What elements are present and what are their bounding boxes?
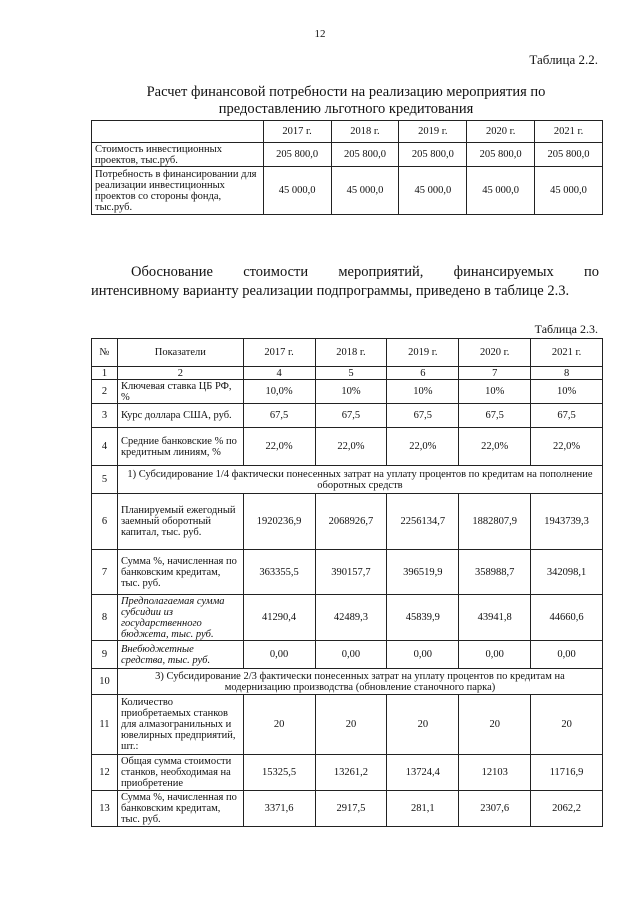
cell-value: 67,5 [387, 404, 459, 428]
cell-value: 20 [243, 695, 315, 755]
cell-value: 45 000,0 [467, 167, 535, 215]
index-cell: 8 [531, 367, 603, 380]
paragraph-word: мероприятий, [338, 264, 424, 280]
row-number: 4 [92, 428, 118, 466]
index-cell: 6 [387, 367, 459, 380]
cell-value: 205 800,0 [399, 143, 467, 167]
table-2-2-title-line2: предоставлению льготного кредитования [218, 101, 474, 117]
table-2-2-title-line1: Расчет финансовой потребности на реализацию мероприятия по [146, 84, 546, 100]
paragraph-word: стоимости [243, 264, 309, 280]
table-2-2-header-blank [92, 121, 264, 143]
cell-value: 45 000,0 [399, 167, 467, 215]
table-row [92, 404, 603, 428]
body-paragraph [91, 263, 599, 301]
table-2-2-label: Таблица 2.2. [529, 52, 598, 67]
row-label: Планируемый ежегодный заемный оборотный капитал, тыс. руб. [117, 494, 243, 550]
table-2-2-year-header: 2021 г. [535, 121, 603, 143]
row-label: Предполагаемая сумма субсидии из государственного бюджета, тыс. руб. [117, 595, 243, 641]
cell-value: 20 [387, 695, 459, 755]
row-label: Сумма %, начисленная по банковским кредитам, тыс. руб. [117, 550, 243, 595]
table-row [92, 755, 603, 791]
cell-value: 0,00 [531, 641, 603, 669]
header-cell: 2018 г. [315, 339, 387, 367]
cell-value: 44660,6 [531, 595, 603, 641]
cell-value: 10% [387, 380, 459, 404]
cell-value: 281,1 [387, 791, 459, 827]
table-row [92, 550, 603, 595]
cell-value: 1882807,9 [459, 494, 531, 550]
table-2-2-header-row [92, 121, 603, 143]
cell-value: 45839,9 [387, 595, 459, 641]
table-row [92, 380, 603, 404]
cell-value: 20 [315, 695, 387, 755]
cell-value: 42489,3 [315, 595, 387, 641]
table-2-3 [91, 338, 603, 827]
header-cell: 2017 г. [243, 339, 315, 367]
cell-value: 20 [459, 695, 531, 755]
cell-value: 0,00 [387, 641, 459, 669]
page-number: 12 [314, 28, 326, 40]
paragraph-line1 [91, 263, 599, 282]
row-label: Стоимость инвестиционных проектов, тыс.руб. [92, 143, 264, 167]
row-number: 8 [92, 595, 118, 641]
row-label: Количество приобретаемых станков для алмазогранильных и ювелирных предприятий, шт.: [117, 695, 243, 755]
table-2-3-header-row [92, 339, 603, 367]
row-number: 5 [92, 466, 118, 494]
cell-value: 0,00 [459, 641, 531, 669]
cell-value: 11716,9 [531, 755, 603, 791]
paragraph-word: Обоснование [131, 264, 213, 280]
cell-value: 43941,8 [459, 595, 531, 641]
table-row [92, 143, 603, 167]
cell-value: 205 800,0 [467, 143, 535, 167]
row-label: Сумма %, начисленная по банковским кредитам, тыс. руб. [117, 791, 243, 827]
table-2-2-year-header: 2018 г. [331, 121, 399, 143]
cell-value: 67,5 [459, 404, 531, 428]
cell-value: 22,0% [531, 428, 603, 466]
cell-value: 10% [531, 380, 603, 404]
table-2-2-year-header: 2017 г. [263, 121, 331, 143]
cell-value: 205 800,0 [331, 143, 399, 167]
table-2-3-label: Таблица 2.3. [534, 322, 598, 336]
cell-value: 41290,4 [243, 595, 315, 641]
paragraph-word: финансируемых [453, 264, 554, 280]
header-cell: 2020 г. [459, 339, 531, 367]
cell-value: 0,00 [315, 641, 387, 669]
header-cell: 2021 г. [531, 339, 603, 367]
row-number: 9 [92, 641, 118, 669]
paragraph-word: по [583, 264, 599, 280]
table-row [92, 428, 603, 466]
table-2-3-index-row [92, 367, 603, 380]
row-number: 13 [92, 791, 118, 827]
table-2-2-year-header: 2019 г. [399, 121, 467, 143]
cell-value: 2256134,7 [387, 494, 459, 550]
cell-value: 396519,9 [387, 550, 459, 595]
cell-value: 358988,7 [459, 550, 531, 595]
cell-value: 2062,2 [531, 791, 603, 827]
table-section-row [92, 466, 603, 494]
header-cell: № [92, 339, 118, 367]
cell-value: 205 800,0 [263, 143, 331, 167]
cell-value: 363355,5 [243, 550, 315, 595]
cell-value: 342098,1 [531, 550, 603, 595]
cell-value: 10% [459, 380, 531, 404]
cell-value: 2917,5 [315, 791, 387, 827]
table-row [92, 695, 603, 755]
cell-value: 0,00 [243, 641, 315, 669]
section-heading: 1) Субсидирование 1/4 фактически понесенных затрат на уплату процентов по кредитам на пополнение оборотных средств [117, 466, 602, 494]
table-row [92, 494, 603, 550]
cell-value: 20 [531, 695, 603, 755]
row-label: Средние банковские % по кредитным линиям, % [117, 428, 243, 466]
cell-value: 22,0% [315, 428, 387, 466]
cell-value: 12103 [459, 755, 531, 791]
row-label: Внебюджетные средства, тыс. руб. [117, 641, 243, 669]
row-number: 10 [92, 669, 118, 695]
cell-value: 13724,4 [387, 755, 459, 791]
cell-value: 2307,6 [459, 791, 531, 827]
table-row [92, 791, 603, 827]
table-2-2 [91, 120, 603, 215]
header-cell: Показатели [117, 339, 243, 367]
row-number: 2 [92, 380, 118, 404]
table-section-row [92, 669, 603, 695]
cell-value: 22,0% [459, 428, 531, 466]
paragraph-line2: интенсивному варианту реализации подпрограммы, приведено в таблице 2.3. [91, 283, 570, 299]
cell-value: 22,0% [387, 428, 459, 466]
cell-value: 1943739,3 [531, 494, 603, 550]
row-number: 12 [92, 755, 118, 791]
cell-value: 67,5 [315, 404, 387, 428]
row-label: Потребность в финансировании для реализации инвестиционных проектов со стороны фонда, тыс.руб. [92, 167, 264, 215]
row-label: Ключевая ставка ЦБ РФ, % [117, 380, 243, 404]
cell-value: 45 000,0 [263, 167, 331, 215]
index-cell: 5 [315, 367, 387, 380]
cell-value: 13261,2 [315, 755, 387, 791]
cell-value: 45 000,0 [331, 167, 399, 215]
index-cell: 1 [92, 367, 118, 380]
cell-value: 1920236,9 [243, 494, 315, 550]
index-cell: 7 [459, 367, 531, 380]
cell-value: 2068926,7 [315, 494, 387, 550]
table-2-2-title [96, 84, 596, 118]
row-number: 11 [92, 695, 118, 755]
table-2-2-year-header: 2020 г. [467, 121, 535, 143]
cell-value: 22,0% [243, 428, 315, 466]
header-cell: 2019 г. [387, 339, 459, 367]
section-heading: 3) Субсидирование 2/3 фактически понесенных затрат на уплату процентов по кредитам на модернизацию производства (обновление станочного парка) [117, 669, 602, 695]
cell-value: 3371,6 [243, 791, 315, 827]
cell-value: 390157,7 [315, 550, 387, 595]
row-label: Общая сумма стоимости станков, необходимая на приобретение [117, 755, 243, 791]
cell-value: 10,0% [243, 380, 315, 404]
cell-value: 45 000,0 [535, 167, 603, 215]
cell-value: 15325,5 [243, 755, 315, 791]
row-label: Курс доллара США, руб. [117, 404, 243, 428]
row-number: 7 [92, 550, 118, 595]
cell-value: 67,5 [243, 404, 315, 428]
cell-value: 205 800,0 [535, 143, 603, 167]
row-number: 6 [92, 494, 118, 550]
table-row [92, 595, 603, 641]
row-number: 3 [92, 404, 118, 428]
table-row [92, 167, 603, 215]
index-cell: 2 [117, 367, 243, 380]
cell-value: 67,5 [531, 404, 603, 428]
table-row [92, 641, 603, 669]
index-cell: 4 [243, 367, 315, 380]
cell-value: 10% [315, 380, 387, 404]
